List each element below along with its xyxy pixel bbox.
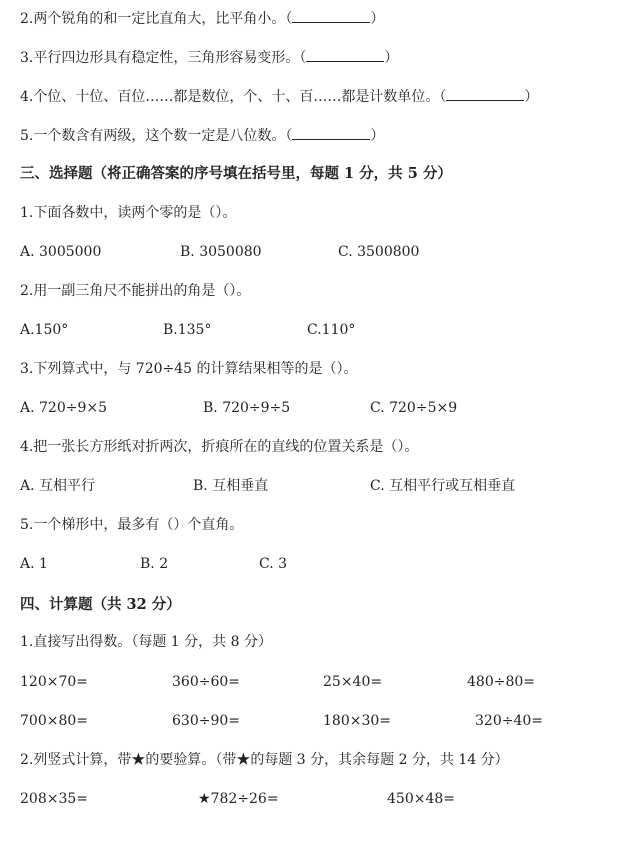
option-b[interactable]: B.135° <box>163 322 212 338</box>
option-c[interactable]: C. 720÷5×9 <box>370 400 458 416</box>
section-heading-calculation: 四、计算题（共 32 分） <box>20 596 181 613</box>
option-b[interactable]: B. 互相垂直 <box>193 478 269 494</box>
calc-item: 208×35= <box>20 791 88 807</box>
choice-question-4: 4.把一张长方形纸对折两次，折痕所在的直线的位置关系是（）。 <box>20 439 419 455</box>
option-c[interactable]: C.110° <box>307 322 356 338</box>
choice-question-5: 5.一个梯形中，最多有（）个直角。 <box>20 517 244 533</box>
option-b[interactable]: B. 3050080 <box>180 244 262 260</box>
calc-item: 25×40= <box>323 674 383 690</box>
calc-item: 120×70= <box>20 674 88 690</box>
option-c[interactable]: C. 3500800 <box>338 244 420 260</box>
option-a[interactable]: A. 3005000 <box>20 244 102 260</box>
answer-blank[interactable] <box>306 47 384 62</box>
option-b[interactable]: B. 720÷9÷5 <box>203 400 291 416</box>
option-c[interactable]: C. 3 <box>259 556 288 572</box>
choice-question-2: 2.用一副三角尺不能拼出的角是（）。 <box>20 283 251 299</box>
judgment-text: 2.两个锐角的和一定比直角大，比平角小。（ <box>20 11 293 27</box>
calc-question-2-title: 2.列竖式计算，带★的要验算。（带★的每题 3 分，其余每题 2 分，共 14 分） <box>20 752 509 768</box>
calc-item: 630÷90= <box>172 713 240 729</box>
option-a[interactable]: A. 1 <box>20 556 48 572</box>
judgment-item-3: 3.平行四边形具有稳定性，三角形容易变形。（ ） <box>20 47 615 68</box>
calc-item: 320÷40= <box>475 713 543 729</box>
judgment-text: 3.平行四边形具有稳定性，三角形容易变形。（ <box>20 50 307 66</box>
calc-question-1-title: 1.直接写出得数。（每题 1 分，共 8 分） <box>20 634 272 650</box>
choice-question-1: 1.下面各数中，读两个零的是（）。 <box>20 205 237 221</box>
choice-question-3: 3.下列算式中，与 720÷45 的计算结果相等的是（）。 <box>20 361 358 377</box>
answer-blank[interactable] <box>446 86 524 101</box>
option-a[interactable]: A. 互相平行 <box>20 478 96 494</box>
option-a[interactable]: A.150° <box>20 322 69 338</box>
calc-item: 360÷60= <box>172 674 240 690</box>
calc-item: 480÷80= <box>467 674 535 690</box>
judgment-item-2: 2.两个锐角的和一定比直角大，比平角小。（ ） <box>20 8 615 29</box>
answer-blank[interactable] <box>292 8 370 23</box>
calc-item: 700×80= <box>20 713 88 729</box>
answer-blank[interactable] <box>292 125 370 140</box>
section-heading-choice: 三、选择题（将正确答案的序号填在括号里，每题 1 分，共 5 分） <box>20 165 452 182</box>
option-b[interactable]: B. 2 <box>140 556 169 572</box>
judgment-item-5: 5.一个数含有两级，这个数一定是八位数。（ ） <box>20 125 615 146</box>
calc-item: ★782÷26= <box>198 791 279 807</box>
calc-item: 450×48= <box>387 791 455 807</box>
option-a[interactable]: A. 720÷9×5 <box>20 400 108 416</box>
calc-item: 180×30= <box>323 713 391 729</box>
judgment-text: 5.一个数含有两级，这个数一定是八位数。（ <box>20 128 293 144</box>
judgment-text: 4.个位、十位、百位……都是数位，个、十、百……都是计数单位。（ <box>20 89 447 105</box>
option-c[interactable]: C. 互相平行或互相垂直 <box>370 478 516 494</box>
judgment-item-4: 4.个位、十位、百位……都是数位，个、十、百……都是计数单位。（ ） <box>20 86 615 107</box>
